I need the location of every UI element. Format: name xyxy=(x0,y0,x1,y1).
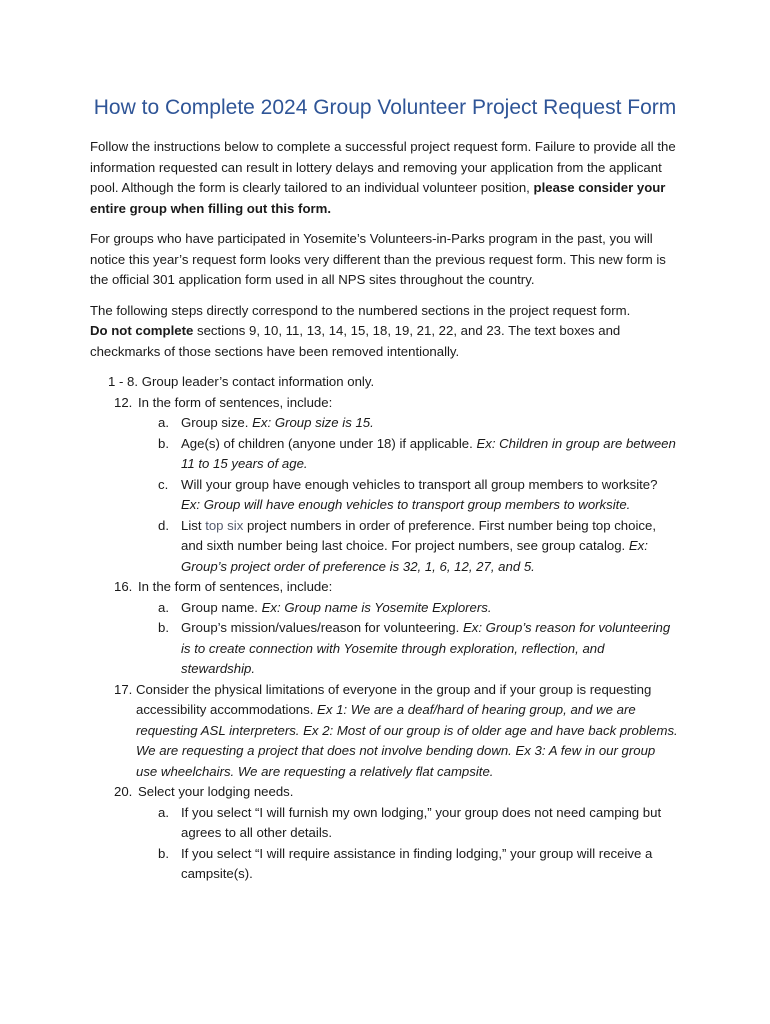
intro-paragraph-3 xyxy=(90,301,680,363)
sub-list-item xyxy=(90,516,680,578)
page-title: How to Complete 2024 Group Volunteer Project Request Form xyxy=(93,96,677,119)
intro-paragraph-2: For groups who have participated in Yosemite’s Volunteers-in-Parks program in the past, you will notice this year’s request form looks very different than the previous request form. This new form is the official 301 application form used in all NPS sites throughout the country. xyxy=(90,231,666,287)
list-text: In the form of sentences, include: xyxy=(138,579,333,594)
list-letter: b. xyxy=(158,620,169,635)
sub-list-item xyxy=(90,618,680,680)
intro-text: The following steps directly correspond to the numbered sections in the project request form. xyxy=(90,302,631,318)
example-text: Ex 1: We are a deaf/hard of hearing group, and we are requesting ASL interpreters. Ex 2: Most of our group is of older age and have back problems. We are requesting a project that does not involve bending down. Ex 3: A few in our group use wheelchairs. We are requesting a relatively flat campsite. xyxy=(136,702,678,779)
intro-text: sections 9, 10, 11, 13, 14, 15, 18, 19, 21, 22, and 23. The text boxes and checkmarks of those sections have been removed intentionally. xyxy=(90,323,621,359)
intro-text: Follow the instructions below to complete a successful project request form. Failure to provide all the information requested can result in lottery delays and removing your application from the applicant pool. Although the form is clearly tailored to an individual volunteer position, xyxy=(90,139,676,195)
list-item xyxy=(90,372,680,393)
list-text: Will your group have enough vehicles to transport all group members to worksite? xyxy=(181,476,658,492)
list-letter: a. xyxy=(158,599,169,615)
example-text: Ex: Group size is 15. xyxy=(252,415,374,430)
sub-list-item xyxy=(90,598,680,619)
list-text: In the form of sentences, include: xyxy=(138,394,333,410)
intro-paragraph-1 xyxy=(90,137,680,219)
list-text: Group leader’s contact information only. xyxy=(141,374,375,389)
intro-emphasis: please consider your entire group when filling out this form. xyxy=(90,180,666,216)
list-letter: d. xyxy=(158,517,169,533)
sub-list-item xyxy=(90,803,680,844)
list-letter: a. xyxy=(158,804,169,820)
list-item xyxy=(90,782,680,803)
sub-list-item xyxy=(90,475,680,516)
list-letter: b. xyxy=(158,435,169,451)
example-text: Ex: Group’s project order of preference is 32, 1, 6, 12, 27, and 5. xyxy=(181,538,648,574)
list-number: 12. xyxy=(114,394,133,410)
list-item xyxy=(90,680,680,783)
highlighted-text: top six xyxy=(205,517,244,533)
list-text: Group size. xyxy=(181,415,253,430)
list-number: 20. xyxy=(114,784,133,799)
list-text: If you select “I will furnish my own lodging,” your group does not need camping but agrees to all other details. xyxy=(181,804,662,840)
list-item xyxy=(90,393,680,414)
list-text: List xyxy=(181,517,206,533)
list-letter: c. xyxy=(158,476,169,492)
example-text: Ex: Children in group are between 11 to 15 years of age. xyxy=(181,435,676,471)
sub-list-item xyxy=(90,434,680,475)
list-letter: b. xyxy=(158,845,169,861)
sub-list-item xyxy=(90,413,680,434)
list-item xyxy=(90,577,680,598)
list-number: 16. xyxy=(114,579,133,594)
sub-list-item xyxy=(90,844,680,885)
do-not-complete-label: Do not complete xyxy=(90,323,194,338)
list-text: project numbers in order of preference. First number being top choice, and sixth number being last choice. For project numbers, see group catalog. xyxy=(181,517,656,553)
list-text: Group name. xyxy=(181,599,262,615)
document-body xyxy=(90,137,680,885)
list-text: Age(s) of children (anyone under 18) if applicable. xyxy=(181,435,477,451)
list-text: Group’s mission/values/reason for volunteering. xyxy=(181,620,463,635)
example-text: Ex: Group’s reason for volunteering is to create connection with Yosemite through exploration, reflection, and stewardship. xyxy=(181,620,671,676)
list-number: 17. xyxy=(114,681,133,697)
example-text: Ex: Group name is Yosemite Explorers. xyxy=(261,599,492,615)
list-letter: a. xyxy=(158,415,169,430)
example-text: Ex: Group will have enough vehicles to transport group members to worksite. xyxy=(181,497,631,512)
list-number: 1 - 8. xyxy=(108,374,139,389)
list-text: If you select “I will require assistance in finding lodging,” your group will receive a campsite(s). xyxy=(181,845,653,881)
list-text: Select your lodging needs. xyxy=(138,784,294,799)
list-text: Consider the physical limitations of everyone in the group and if your group is requesting accessibility accommodations. xyxy=(136,681,652,717)
